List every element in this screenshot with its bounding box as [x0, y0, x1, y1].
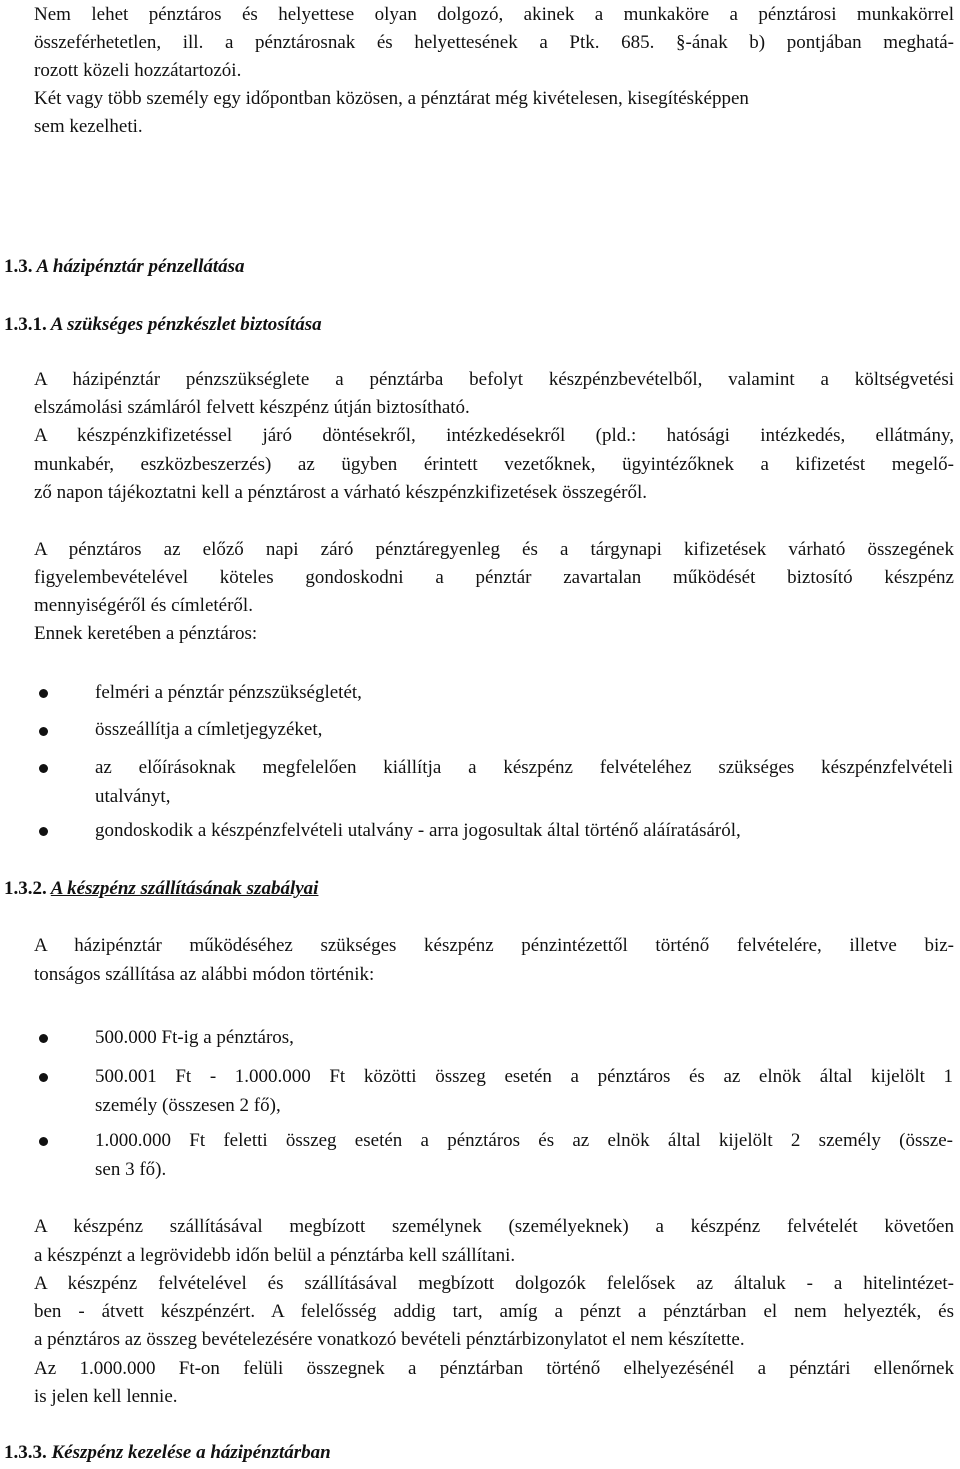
paragraph-line: A készpénz szállításával megbízott személynek (személyeknek) a készpénz felvételét követően: [34, 1216, 954, 1237]
paragraph-line: Nem lehet pénztáros és helyettese olyan dolgozó, akinek a munkaköre a pénztárosi munkakörrel: [34, 4, 954, 25]
bullet-icon: [39, 1137, 48, 1146]
paragraph-line: munkabér, eszközbeszerzés) az ügyben érintett vezetőknek, ügyintézőknek a kifizetést megelő-: [34, 454, 954, 475]
paragraph-line: tonságos szállítása az alábbi módon történik:: [34, 964, 375, 985]
paragraph-line: figyelembevételével köteles gondoskodni a pénztár zavartalan működését biztosító készpénz: [34, 567, 954, 588]
section-title: A házipénztár pénzellátása: [36, 256, 245, 277]
paragraph-line: Két vagy több személy egy időpontban közösen, a pénztárat még kivételesen, kisegítésképpen: [34, 88, 749, 109]
section-number: 1.3.1.: [4, 314, 47, 335]
section-number: 1.3.2.: [4, 878, 47, 899]
list-item: gondoskodik a készpénzfelvételi utalvány - arra jogosultak által történő aláíratásáról,: [95, 820, 741, 841]
section-heading-1-3-2: [4, 876, 318, 902]
paragraph-line: elszámolási számláról felvett készpénz útján biztosítható.: [34, 397, 470, 418]
bullet-icon: [39, 1073, 48, 1082]
paragraph-line: Ennek keretében a pénztáros:: [34, 623, 258, 644]
section-number: 1.3.: [4, 256, 33, 277]
section-number: 1.3.3.: [4, 1442, 47, 1463]
paragraph-line: A készpénzkifizetéssel járó döntésekről, intézkedésekről (pld.: hatósági intézkedés, ellátmány,: [34, 425, 954, 446]
list-item: az előírásoknak megfelelően kiállítja a készpénz felvételéhez szükséges készpénzfelvételi: [95, 757, 953, 778]
section-title: Készpénz kezelése a házipénztárban: [51, 1442, 331, 1463]
paragraph-line: sem kezelheti.: [34, 116, 143, 137]
list-item: összeállítja a címletjegyzéket,: [95, 719, 323, 740]
section-heading-1-3-1: [4, 312, 322, 338]
bullet-icon: [39, 727, 48, 736]
section-title: A készpénz szállításának szabályai: [50, 878, 319, 899]
paragraph-line: mennyiségéről és címletéről.: [34, 595, 253, 616]
bullet-icon: [39, 689, 48, 698]
list-item-continuation: utalványt,: [95, 786, 171, 807]
list-item: 1.000.000 Ft feletti összeg esetén a pénztáros és az elnök által kijelölt 2 személy (össze-: [95, 1130, 953, 1151]
paragraph-line: A házipénztár működéséhez szükséges készpénz pénzintézettől történő felvételére, illetve biz-: [34, 935, 954, 956]
bullet-icon: [39, 1034, 48, 1043]
paragraph-line: a készpénzt a legrövidebb időn belül a pénztárba kell szállítani.: [34, 1245, 516, 1266]
section-heading-1-3-3: [4, 1440, 331, 1466]
list-item-continuation: személy (összesen 2 fő),: [95, 1095, 281, 1116]
paragraph-line: Az 1.000.000 Ft-on felüli összegnek a pénztárban történő elhelyezésénél a pénztári ellenőrnek: [34, 1358, 954, 1379]
paragraph-line: a pénztáros az összeg bevételezésére vonatkozó bevételi pénztárbizonylatot el nem készítette.: [34, 1329, 745, 1350]
paragraph-line: ben - átvett készpénzért. A felelősség addig tart, amíg a pénzt a pénztárban el nem helyezték, és: [34, 1301, 954, 1322]
list-item: 500.000 Ft-ig a pénztáros,: [95, 1027, 294, 1048]
bullet-icon: [39, 827, 48, 836]
paragraph-line: ző napon tájékoztatni kell a pénztárost a várható készpénzkifizetések összegéről.: [34, 482, 648, 503]
bullet-icon: [39, 764, 48, 773]
list-item: felméri a pénztár pénzszükségletét,: [95, 682, 362, 703]
paragraph-line: összeférhetetlen, ill. a pénztárosnak és helyettesének a Ptk. 685. §-ának b) pontjában meghatá-: [34, 32, 954, 53]
section-heading-1-3: [4, 254, 245, 280]
section-title: A szükséges pénzkészlet biztosítása: [50, 314, 322, 335]
list-item-continuation: sen 3 fő).: [95, 1159, 167, 1180]
paragraph-line: is jelen kell lennie.: [34, 1386, 178, 1407]
paragraph-line: A pénztáros az előző napi záró pénztáregyenleg és a tárgynapi kifizetések várható összegének: [34, 539, 954, 560]
paragraph-line: rozott közeli hozzátartozói.: [34, 60, 242, 81]
paragraph-line: A házipénztár pénzszükséglete a pénztárba befolyt készpénzbevételből, valamint a költségvetési: [34, 369, 954, 390]
list-item: 500.001 Ft - 1.000.000 Ft közötti összeg esetén a pénztáros és az elnök által kijelölt 1: [95, 1066, 953, 1087]
paragraph-line: A készpénz felvételével és szállításával megbízott dolgozók felelősek az általuk - a hitelintézet-: [34, 1273, 954, 1294]
